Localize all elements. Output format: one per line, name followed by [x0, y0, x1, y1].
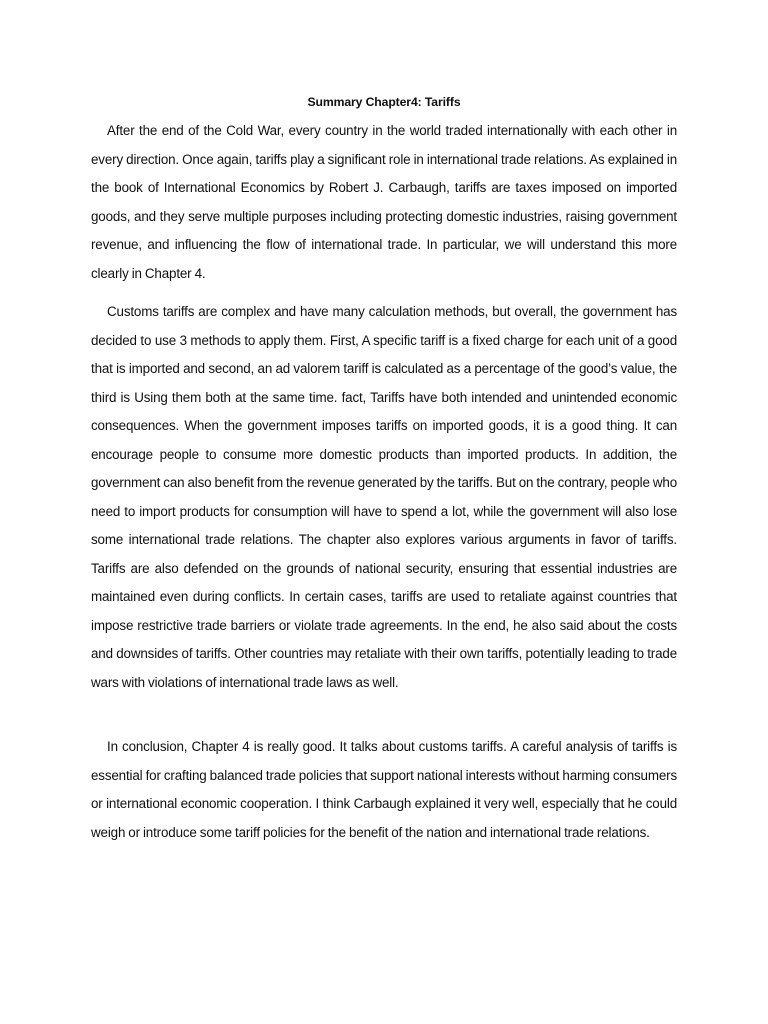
paragraph-body: Customs tariffs are complex and have many calculation methods, but overall, the government has decided to use 3 methods to apply them. First, A specific tariff is a fixed charge for each unit of a good that is imported and second, an ad valorem tariff is calculated as a percentage of the good’s value, the third is Using them both at the same time. fact, Tariffs have both intended and unintended economic consequences. When the government imposes tariffs on imported goods, it is a good thing. It can encourage people to consume more domestic products than imported products. In addition, the government can also benefit from the revenue generated by the tariffs. But on the contrary, people who need to import products for consumption will have to spend a lot, while the government will also lose some international trade relations. The chapter also explores various arguments in favor of tariffs. Tariffs are also defended on the grounds of national security, ensuring that essential industries are maintained even during conflicts. In certain cases, tariffs are used to retaliate against countries that impose restrictive trade barriers or violate trade agreements. In the end, he also said about the costs and downsides of tariffs. Other countries may retaliate with their own tariffs, potentially leading to trade wars with violations of international trade laws as well. — [91, 304, 677, 690]
paragraph-introduction: After the end of the Cold War, every country in the world traded internationally with each other in every direction. Once again, tariffs play a significant role in international trade relations. As explained in the book of International Economics by Robert J. Carbaugh, tariffs are taxes imposed on imported goods, and they serve multiple purposes including protecting domestic industries, raising government revenue, and influencing the flow of international trade. In particular, we will understand this more clearly in Chapter 4. — [91, 123, 677, 281]
document-title: Summary Chapter4: Tariffs — [307, 95, 461, 109]
paragraph-conclusion: In conclusion, Chapter 4 is really good. It talks about customs tariffs. A careful analysis of tariffs is essential for crafting balanced trade policies that support national interests without harming consumers or international economic cooperation. I think Carbaugh explained it very well, especially that he could weigh or introduce some tariff policies for the benefit of the nation and international trade relations. — [91, 739, 677, 840]
